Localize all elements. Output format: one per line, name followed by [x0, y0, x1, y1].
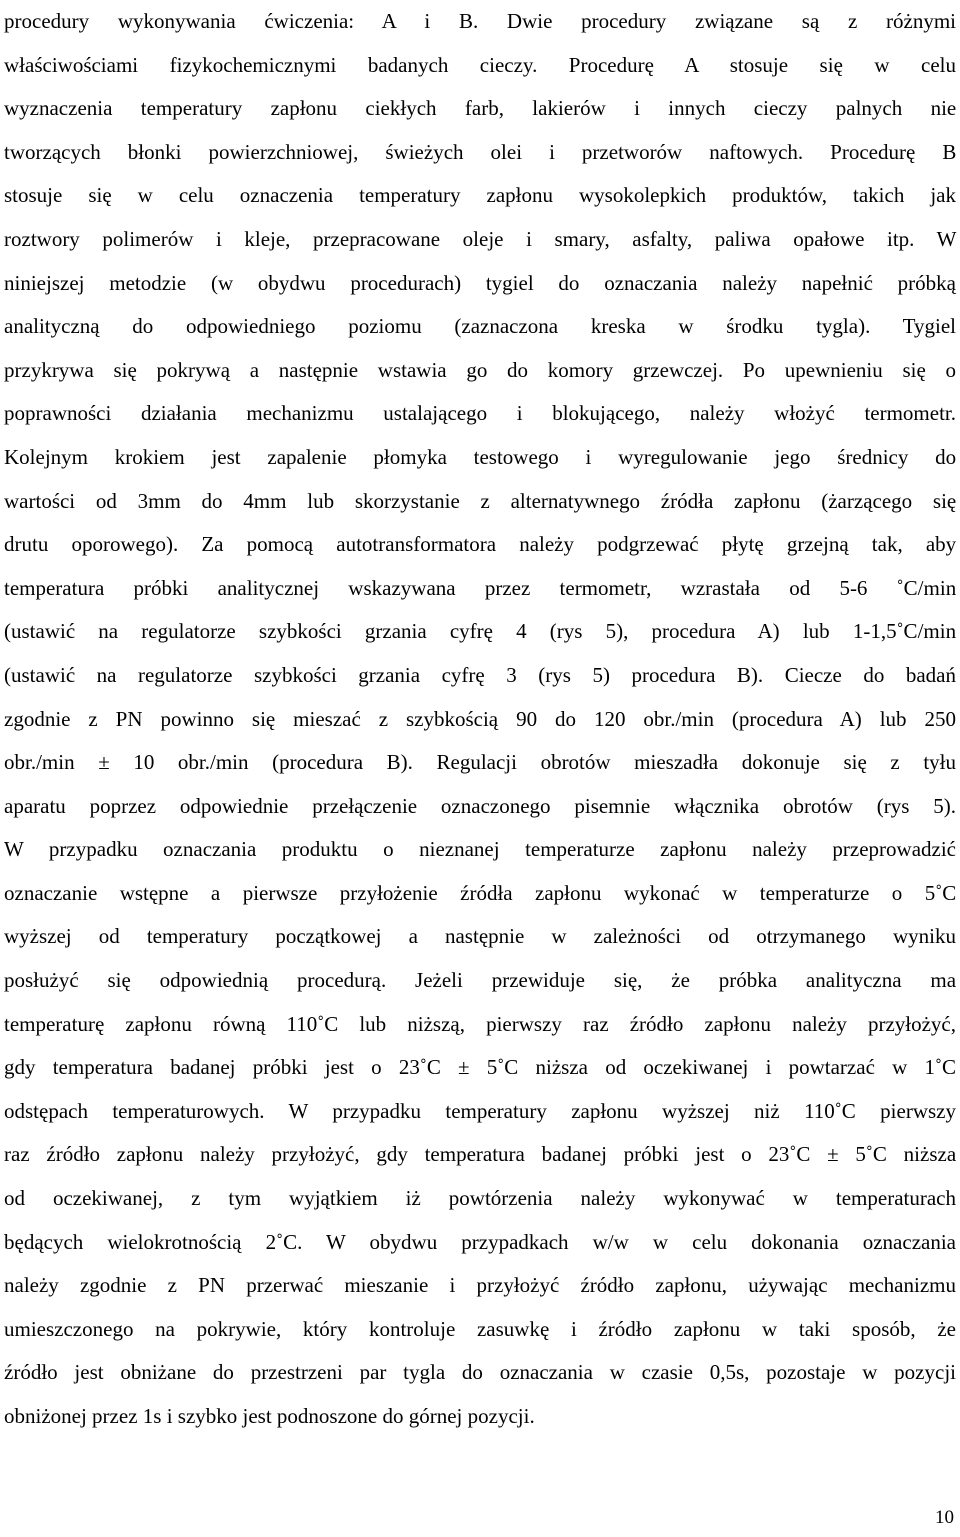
- text-line: obniżonej przez 1s i szybko jest podnoszone do górnej pozycji.: [4, 1404, 535, 1428]
- text-line: W przypadku oznaczania produktu o nieznanej temperaturze zapłonu należy przeprowadzić: [4, 837, 956, 862]
- text-line: raz źródło zapłonu należy przyłożyć, gdy temperatura badanej próbki jest o 23˚C ± 5˚C niższa: [4, 1142, 957, 1167]
- text-line: od oczekiwanej, z tym wyjątkiem iż powtórzenia należy wykonywać w temperaturach: [4, 1186, 956, 1211]
- text-line: umieszczonego na pokrywie, który kontroluje zasuwkę i źródło zapłonu w taki sposób, że: [4, 1316, 956, 1341]
- text-line: posłużyć się odpowiednią procedurą. Jeżeli przewiduje się, że próbka analityczna ma: [4, 968, 957, 993]
- text-line: procedury wykonywania ćwiczenia: A i B. Dwie procedury związane są z różnymi: [4, 9, 956, 33]
- text-line: Kolejnym krokiem jest zapalenie płomyka testowego i wyregulowanie jego średnicy do: [4, 444, 957, 469]
- text-line: tworzących błonki powierzchniowej, świeżych olei i przetworów naftowych. Procedurę B: [4, 139, 957, 164]
- text-line: odstępach temperaturowych. W przypadku temperatury zapłonu wyższej niż 110˚C pierwszy: [4, 1098, 956, 1123]
- text-line: temperatura próbki analitycznej wskazywana przez termometr, wzrastała od 5-6 ˚C/min: [4, 575, 957, 600]
- text-line: wyznaczenia temperatury zapłonu ciekłych farb, lakierów i innych cieczy palnych nie: [4, 96, 957, 121]
- text-line: analityczną do odpowiedniego poziomu (zaznaczona kreska w środku tygla). Tygiel: [4, 314, 956, 339]
- text-line: aparatu poprzez odpowiednie przełączenie oznaczonego pisemnie włącznika obrotów (rys 5).: [4, 793, 956, 818]
- text-line: należy zgodnie z PN przerwać mieszanie i przyłożyć źródło zapłonu, używając mechanizmu: [4, 1273, 956, 1298]
- text-line: stosuje się w celu oznaczenia temperatury zapłonu wysokolepkich produktów, takich jak: [4, 183, 956, 208]
- text-line: wyższej od temperatury początkowej a następnie w zależności od otrzymanego wyniku: [4, 924, 956, 949]
- page-number: 10: [935, 1507, 954, 1528]
- text-line: przykrywa się pokrywą a następnie wstawia go do komory grzewczej. Po upewnieniu się o: [4, 357, 956, 382]
- text-line: zgodnie z PN powinno się mieszać z szybkością 90 do 120 obr./min (procedura A) lub 250: [4, 706, 956, 731]
- body-text: [4, 0, 956, 1439]
- text-line: źródło jest obniżane do przestrzeni par tygla do oznaczania w czasie 0,5s, pozostaje w pozycji: [4, 1360, 956, 1385]
- text-line: poprawności działania mechanizmu ustalającego i blokującego, należy włożyć termometr.: [4, 401, 956, 426]
- text-line: oznaczanie wstępne a pierwsze przyłożenie źródła zapłonu wykonać w temperaturze o 5˚C: [4, 880, 957, 905]
- text-line: obr./min ± 10 obr./min (procedura B). Regulacji obrotów mieszadła dokonuje się z tyłu: [4, 750, 956, 775]
- text-line: będących wielokrotnością 2˚C. W obydwu przypadkach w/w w celu dokonania oznaczania: [4, 1229, 956, 1254]
- text-line: (ustawić na regulatorze szybkości grzania cyfrę 4 (rys 5), procedura A) lub 1-1,5˚C/min: [4, 619, 957, 644]
- text-line: wartości od 3mm do 4mm lub skorzystanie z alternatywnego źródła zapłonu (żarzącego się: [4, 488, 957, 513]
- text-line: właściwościami fizykochemicznymi badanych cieczy. Procedurę A stosuje się w celu: [4, 52, 956, 77]
- text-line: niniejszej metodzie (w obydwu procedurach) tygiel do oznaczania należy napełnić próbką: [4, 270, 956, 295]
- text-line: drutu oporowego). Za pomocą autotransformatora należy podgrzewać płytę grzejną tak, aby: [4, 532, 957, 557]
- text-line: gdy temperatura badanej próbki jest o 23˚C ± 5˚C niższa od oczekiwanej i powtarzać w 1˚C: [4, 1055, 956, 1080]
- text-line: temperaturę zapłonu równą 110˚C lub niższą, pierwszy raz źródło zapłonu należy przyłożyć,: [4, 1011, 956, 1036]
- text-line: (ustawić na regulatorze szybkości grzania cyfrę 3 (rys 5) procedura B). Ciecze do badań: [4, 662, 956, 687]
- text-line: roztwory polimerów i kleje, przepracowane oleje i smary, asfalty, paliwa opałowe itp. W: [4, 226, 957, 251]
